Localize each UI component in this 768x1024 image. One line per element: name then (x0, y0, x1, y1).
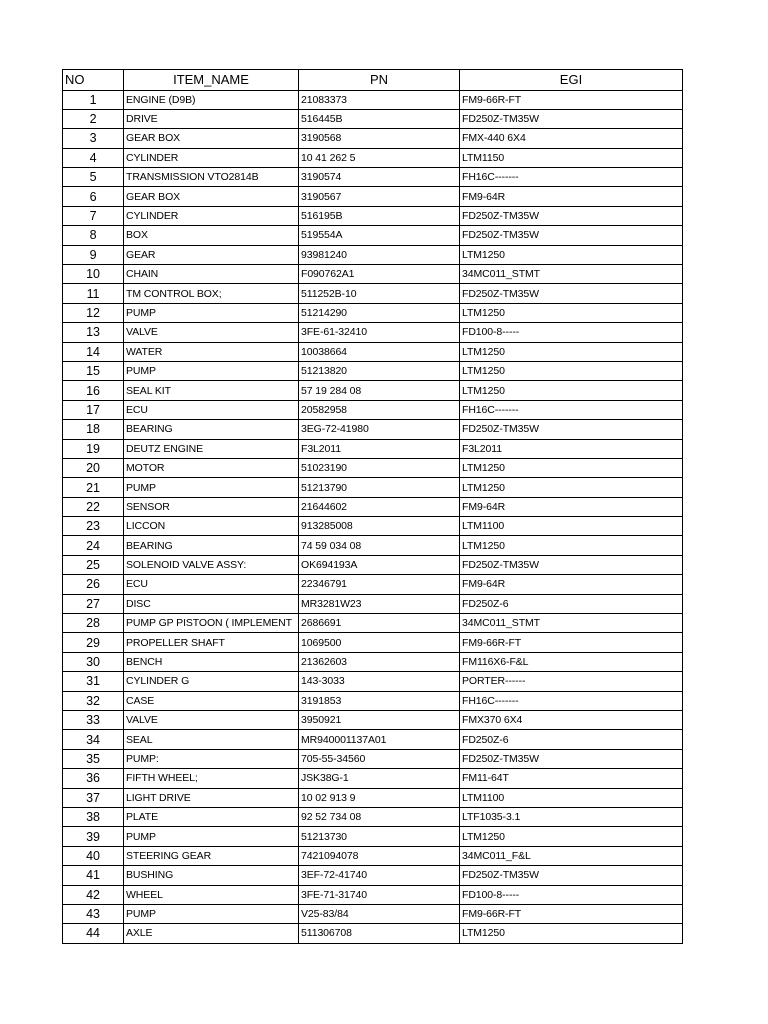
table-row (63, 245, 683, 264)
cell-no: 2 (63, 109, 124, 128)
cell-no: 3 (63, 129, 124, 148)
cell-egi: LTM1250 (460, 381, 683, 400)
cell-egi: FD250Z-TM35W (460, 226, 683, 245)
cell-item-name: WHEEL (124, 885, 299, 904)
cell-item-name: TM CONTROL BOX; (124, 284, 299, 303)
cell-item-name: GEAR BOX (124, 187, 299, 206)
cell-egi: FMX370 6X4 (460, 711, 683, 730)
cell-pn: 511306708 (299, 924, 460, 943)
table-row (63, 361, 683, 380)
table-row (63, 265, 683, 284)
cell-item-name: CYLINDER (124, 206, 299, 225)
cell-no: 27 (63, 594, 124, 613)
cell-no: 14 (63, 342, 124, 361)
cell-egi: FD100-8----- (460, 885, 683, 904)
cell-egi: FM9-64R (460, 497, 683, 516)
cell-egi: LTM1250 (460, 827, 683, 846)
table-row (63, 478, 683, 497)
cell-item-name: ECU (124, 400, 299, 419)
cell-pn: 3191853 (299, 691, 460, 710)
cell-pn: 51214290 (299, 303, 460, 322)
cell-no: 42 (63, 885, 124, 904)
cell-egi: FM116X6-F&L (460, 652, 683, 671)
cell-no: 18 (63, 420, 124, 439)
cell-no: 37 (63, 788, 124, 807)
cell-item-name: ENGINE (D9B) (124, 90, 299, 109)
cell-item-name: PUMP (124, 478, 299, 497)
cell-egi: LTM1250 (460, 342, 683, 361)
cell-no: 31 (63, 672, 124, 691)
table-row (63, 517, 683, 536)
cell-pn: 3EG-72-41980 (299, 420, 460, 439)
table-row (63, 381, 683, 400)
table-row (63, 342, 683, 361)
table-row (63, 323, 683, 342)
cell-no: 36 (63, 769, 124, 788)
table-row (63, 846, 683, 865)
cell-item-name: SEAL (124, 730, 299, 749)
cell-pn: 51213790 (299, 478, 460, 497)
cell-pn: 3FE-71-31740 (299, 885, 460, 904)
cell-item-name: STEERING GEAR (124, 846, 299, 865)
cell-pn: V25-83/84 (299, 904, 460, 923)
table-row (63, 827, 683, 846)
cell-egi: FM9-64R (460, 187, 683, 206)
cell-pn: 74 59 034 08 (299, 536, 460, 555)
cell-item-name: GEAR (124, 245, 299, 264)
cell-item-name: BUSHING (124, 866, 299, 885)
table-row (63, 129, 683, 148)
cell-item-name: MOTOR (124, 458, 299, 477)
cell-item-name: SOLENOID VALVE ASSY: (124, 555, 299, 574)
cell-item-name: BEARING (124, 536, 299, 555)
header-item-name: ITEM_NAME (124, 70, 299, 91)
table-row (63, 672, 683, 691)
cell-egi: 34MC011_F&L (460, 846, 683, 865)
cell-item-name: PUMP (124, 904, 299, 923)
cell-no: 24 (63, 536, 124, 555)
cell-pn: 1069500 (299, 633, 460, 652)
cell-egi: FH16C------- (460, 400, 683, 419)
table-row (63, 614, 683, 633)
cell-item-name: PUMP (124, 361, 299, 380)
cell-no: 32 (63, 691, 124, 710)
table-row (63, 594, 683, 613)
cell-no: 40 (63, 846, 124, 865)
cell-no: 15 (63, 361, 124, 380)
cell-egi: FD250Z-TM35W (460, 206, 683, 225)
cell-item-name: VALVE (124, 323, 299, 342)
table-row (63, 866, 683, 885)
table-row (63, 109, 683, 128)
cell-item-name: WATER (124, 342, 299, 361)
cell-item-name: SENSOR (124, 497, 299, 516)
cell-pn: 22346791 (299, 575, 460, 594)
cell-no: 33 (63, 711, 124, 730)
cell-pn: 51213730 (299, 827, 460, 846)
cell-no: 12 (63, 303, 124, 322)
table-row (63, 284, 683, 303)
table-row (63, 226, 683, 245)
cell-no: 17 (63, 400, 124, 419)
cell-no: 30 (63, 652, 124, 671)
cell-pn: MR3281W23 (299, 594, 460, 613)
cell-item-name: BOX (124, 226, 299, 245)
header-egi: EGI (460, 70, 683, 91)
table-row (63, 575, 683, 594)
cell-egi: FD250Z-TM35W (460, 420, 683, 439)
table-row (63, 148, 683, 167)
cell-pn: JSK38G-1 (299, 769, 460, 788)
cell-egi: 34MC011_STMT (460, 265, 683, 284)
cell-no: 38 (63, 807, 124, 826)
cell-pn: MR940001137A01 (299, 730, 460, 749)
cell-pn: 3190568 (299, 129, 460, 148)
cell-egi: FD250Z-6 (460, 594, 683, 613)
cell-pn: 516195B (299, 206, 460, 225)
cell-egi: LTM1100 (460, 517, 683, 536)
cell-no: 16 (63, 381, 124, 400)
table-row (63, 807, 683, 826)
cell-no: 39 (63, 827, 124, 846)
cell-egi: LTM1250 (460, 924, 683, 943)
cell-egi: LTM1250 (460, 458, 683, 477)
cell-egi: FD250Z-TM35W (460, 555, 683, 574)
cell-no: 43 (63, 904, 124, 923)
cell-no: 9 (63, 245, 124, 264)
parts-table (62, 69, 683, 944)
cell-egi: F3L2011 (460, 439, 683, 458)
cell-item-name: CYLINDER G (124, 672, 299, 691)
table-row (63, 497, 683, 516)
cell-egi: LTM1250 (460, 361, 683, 380)
cell-egi: FD250Z-TM35W (460, 749, 683, 768)
header-pn: PN (299, 70, 460, 91)
cell-pn: 3950921 (299, 711, 460, 730)
cell-no: 26 (63, 575, 124, 594)
cell-pn: 93981240 (299, 245, 460, 264)
cell-no: 7 (63, 206, 124, 225)
table-row (63, 633, 683, 652)
cell-no: 1 (63, 90, 124, 109)
cell-pn: 21644602 (299, 497, 460, 516)
cell-egi: FD250Z-TM35W (460, 284, 683, 303)
table-row (63, 400, 683, 419)
cell-egi: FD250Z-TM35W (460, 109, 683, 128)
cell-pn: 51213820 (299, 361, 460, 380)
cell-egi: FMX-440 6X4 (460, 129, 683, 148)
cell-pn: 20582958 (299, 400, 460, 419)
cell-item-name: SEAL KIT (124, 381, 299, 400)
cell-item-name: VALVE (124, 711, 299, 730)
cell-pn: 913285008 (299, 517, 460, 536)
cell-egi: FM9-66R-FT (460, 90, 683, 109)
cell-item-name: BENCH (124, 652, 299, 671)
table-row (63, 885, 683, 904)
table-row (63, 788, 683, 807)
cell-egi: FD100-8----- (460, 323, 683, 342)
cell-pn: 143-3033 (299, 672, 460, 691)
table-row (63, 652, 683, 671)
cell-no: 6 (63, 187, 124, 206)
table-row (63, 691, 683, 710)
cell-item-name: PROPELLER SHAFT (124, 633, 299, 652)
cell-no: 28 (63, 614, 124, 633)
table-body (63, 90, 683, 943)
cell-egi: FM11-64T (460, 769, 683, 788)
cell-no: 44 (63, 924, 124, 943)
cell-no: 21 (63, 478, 124, 497)
cell-pn: 511252B-10 (299, 284, 460, 303)
table-row (63, 924, 683, 943)
cell-pn: 516445B (299, 109, 460, 128)
cell-pn: 21362603 (299, 652, 460, 671)
cell-no: 5 (63, 168, 124, 187)
cell-item-name: DEUTZ ENGINE (124, 439, 299, 458)
cell-item-name: PUMP (124, 303, 299, 322)
table-row (63, 458, 683, 477)
cell-pn: 21083373 (299, 90, 460, 109)
cell-item-name: CHAIN (124, 265, 299, 284)
cell-egi: FD250Z-TM35W (460, 866, 683, 885)
cell-pn: 705-55-34560 (299, 749, 460, 768)
cell-egi: 34MC011_STMT (460, 614, 683, 633)
table-row (63, 90, 683, 109)
cell-egi: FD250Z-6 (460, 730, 683, 749)
cell-no: 29 (63, 633, 124, 652)
cell-item-name: ECU (124, 575, 299, 594)
table-row (63, 187, 683, 206)
cell-item-name: LICCON (124, 517, 299, 536)
table-row (63, 904, 683, 923)
cell-pn: 519554A (299, 226, 460, 245)
cell-item-name: CYLINDER (124, 148, 299, 167)
cell-item-name: LIGHT DRIVE (124, 788, 299, 807)
cell-pn: 3190567 (299, 187, 460, 206)
cell-item-name: PUMP GP PISTOON ( IMPLEMENT (124, 614, 299, 633)
cell-pn: 10 02 913 9 (299, 788, 460, 807)
cell-no: 35 (63, 749, 124, 768)
table-row (63, 749, 683, 768)
cell-no: 19 (63, 439, 124, 458)
cell-egi: LTM1250 (460, 478, 683, 497)
cell-pn: 3EF-72-41740 (299, 866, 460, 885)
cell-egi: FH16C------- (460, 168, 683, 187)
cell-pn: F090762A1 (299, 265, 460, 284)
header-row (63, 70, 683, 91)
table-row (63, 168, 683, 187)
cell-no: 41 (63, 866, 124, 885)
cell-no: 11 (63, 284, 124, 303)
cell-egi: FM9-66R-FT (460, 633, 683, 652)
cell-no: 13 (63, 323, 124, 342)
table-row (63, 555, 683, 574)
table-row (63, 536, 683, 555)
cell-item-name: DRIVE (124, 109, 299, 128)
cell-pn: 7421094078 (299, 846, 460, 865)
cell-egi: FH16C------- (460, 691, 683, 710)
cell-item-name: PUMP: (124, 749, 299, 768)
cell-pn: 10038664 (299, 342, 460, 361)
cell-item-name: CASE (124, 691, 299, 710)
cell-no: 22 (63, 497, 124, 516)
table-row (63, 206, 683, 225)
cell-item-name: BEARING (124, 420, 299, 439)
cell-pn: 92 52 734 08 (299, 807, 460, 826)
cell-item-name: PUMP (124, 827, 299, 846)
cell-pn: F3L2011 (299, 439, 460, 458)
cell-egi: FM9-64R (460, 575, 683, 594)
table-row (63, 730, 683, 749)
table-row (63, 303, 683, 322)
cell-pn: 10 41 262 5 (299, 148, 460, 167)
cell-pn: OK694193A (299, 555, 460, 574)
cell-item-name: AXLE (124, 924, 299, 943)
cell-egi: LTM1250 (460, 536, 683, 555)
cell-no: 23 (63, 517, 124, 536)
table-row (63, 420, 683, 439)
table-row (63, 769, 683, 788)
cell-pn: 51023190 (299, 458, 460, 477)
cell-no: 10 (63, 265, 124, 284)
cell-no: 34 (63, 730, 124, 749)
cell-no: 20 (63, 458, 124, 477)
cell-egi: PORTER------ (460, 672, 683, 691)
cell-no: 8 (63, 226, 124, 245)
cell-egi: FM9-66R-FT (460, 904, 683, 923)
cell-item-name: PLATE (124, 807, 299, 826)
cell-no: 25 (63, 555, 124, 574)
header-no: NO (63, 70, 124, 91)
cell-egi: LTM1250 (460, 245, 683, 264)
cell-pn: 3190574 (299, 168, 460, 187)
cell-item-name: FIFTH WHEEL; (124, 769, 299, 788)
cell-egi: LTM1150 (460, 148, 683, 167)
table-row (63, 711, 683, 730)
cell-item-name: DISC (124, 594, 299, 613)
cell-item-name: TRANSMISSION VTO2814B (124, 168, 299, 187)
cell-egi: LTM1250 (460, 303, 683, 322)
cell-egi: LTF1035-3.1 (460, 807, 683, 826)
cell-no: 4 (63, 148, 124, 167)
cell-pn: 57 19 284 08 (299, 381, 460, 400)
cell-pn: 2686691 (299, 614, 460, 633)
table-row (63, 439, 683, 458)
cell-item-name: GEAR BOX (124, 129, 299, 148)
cell-egi: LTM1100 (460, 788, 683, 807)
cell-pn: 3FE-61-32410 (299, 323, 460, 342)
